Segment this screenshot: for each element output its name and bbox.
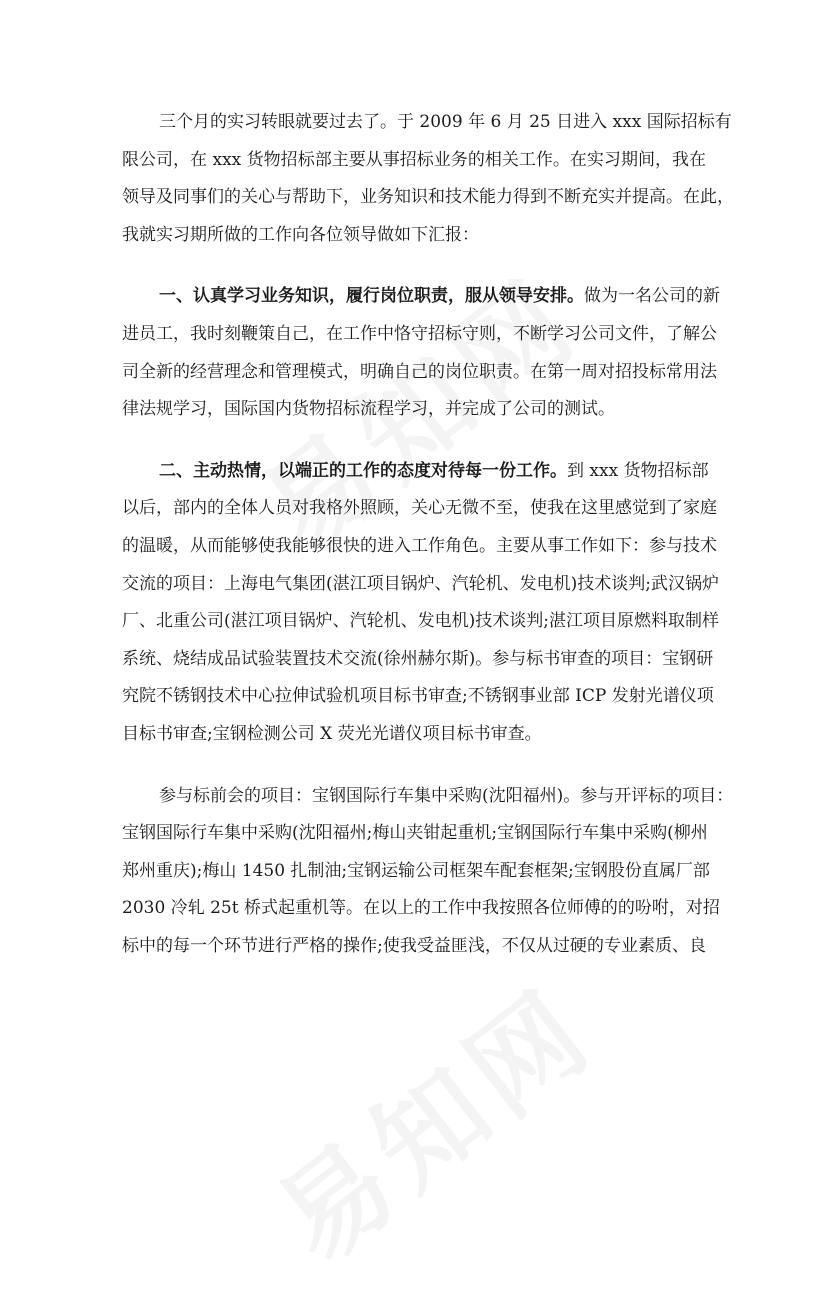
text-line	[122, 278, 720, 316]
text-line: 郑州重庆);梅山 1450 扎制油;宝钢运输公司框架车配套框架;宝钢股份直属厂部	[122, 860, 710, 881]
section-heading: 二、主动热情，以端正的工作的态度对待每一份工作。	[159, 460, 567, 481]
watermark-logo	[240, 946, 621, 1292]
text-line: 司全新的经营理念和管理模式，明确自己的岗位职责。在第一周对招投标常用法	[122, 361, 717, 382]
text-line: 系统、烧结成品试验装置技术交流(徐州赫尔斯)。参与标书审查的项目：宝钢研	[122, 648, 714, 669]
text-line: 的温暖，从而能够使我能够很快的进入工作角色。主要从事工作如下：参与技术	[122, 535, 717, 556]
text-line: 限公司，在 xxx 货物招标部主要从事招标业务的相关工作。在实习期间，我在	[122, 149, 706, 170]
text-line: 交流的项目：上海电气集团(湛江项目锅炉、汽轮机、发电机)技术谈判;武汉锅炉	[122, 573, 719, 594]
text-line: 2030 冷轧 25t 桥式起重机等。在以上的工作中我按照各位师傅的的吩咐，对招	[122, 898, 720, 919]
document-body	[122, 104, 734, 965]
text-line: 进员工，我时刻鞭策自己，在工作中恪守招标守则，不断学习公司文件，了解公	[122, 323, 717, 344]
text-line: 以后，部内的全体人员对我格外照顾，关心无微不至，使我在这里感觉到了家庭	[122, 498, 717, 519]
text-line: 厂、北重公司(湛江项目锅炉、汽轮机、发电机)技术谈判;湛江项目原燃料取制样	[122, 611, 719, 632]
text-line: 参与标前会的项目：宝钢国际行车集中采购(沈阳福州)。参与开评标的项目：	[159, 785, 734, 806]
paragraph-section-2	[122, 453, 719, 754]
text-line: 我就实习期所做的工作向各位领导做如下汇报：	[122, 224, 479, 245]
text-line: 律法规学习，国际国内货物招标流程学习，并完成了公司的测试。	[122, 399, 615, 420]
text-line	[122, 453, 709, 491]
text-run: 到 xxx 货物招标部	[567, 460, 709, 481]
text-line: 三个月的实习转眼就要过去了。于 2009 年 6 月 25 日进入 xxx 国际招标有	[159, 112, 732, 132]
text-line: 标中的每一个环节进行严格的操作;使我受益匪浅，不仅从过硬的专业素质、良	[122, 935, 706, 956]
section-heading: 一、认真学习业务知识，履行岗位职责，服从领导安排。	[159, 286, 584, 307]
paragraph-projects	[122, 778, 734, 966]
text-line: 宝钢国际行车集中采购(沈阳福州;梅山夹钳起重机;宝钢国际行车集中采购(柳州	[122, 823, 708, 844]
text-line: 目标书审查;宝钢检测公司 X 荧光光谱仪项目标书审查。	[122, 723, 542, 744]
paragraph-intro	[122, 104, 734, 254]
text-run: 做为一名公司的新	[584, 286, 720, 307]
text-line: 究院不锈钢技术中心拉伸试验机项目标书审查;不锈钢事业部 ICP 发射光谱仪项	[122, 686, 714, 707]
paragraph-section-1	[122, 278, 720, 428]
text-line: 领导及同事们的关心与帮助下，业务知识和技术能力得到不断充实并提高。在此，	[122, 187, 734, 208]
